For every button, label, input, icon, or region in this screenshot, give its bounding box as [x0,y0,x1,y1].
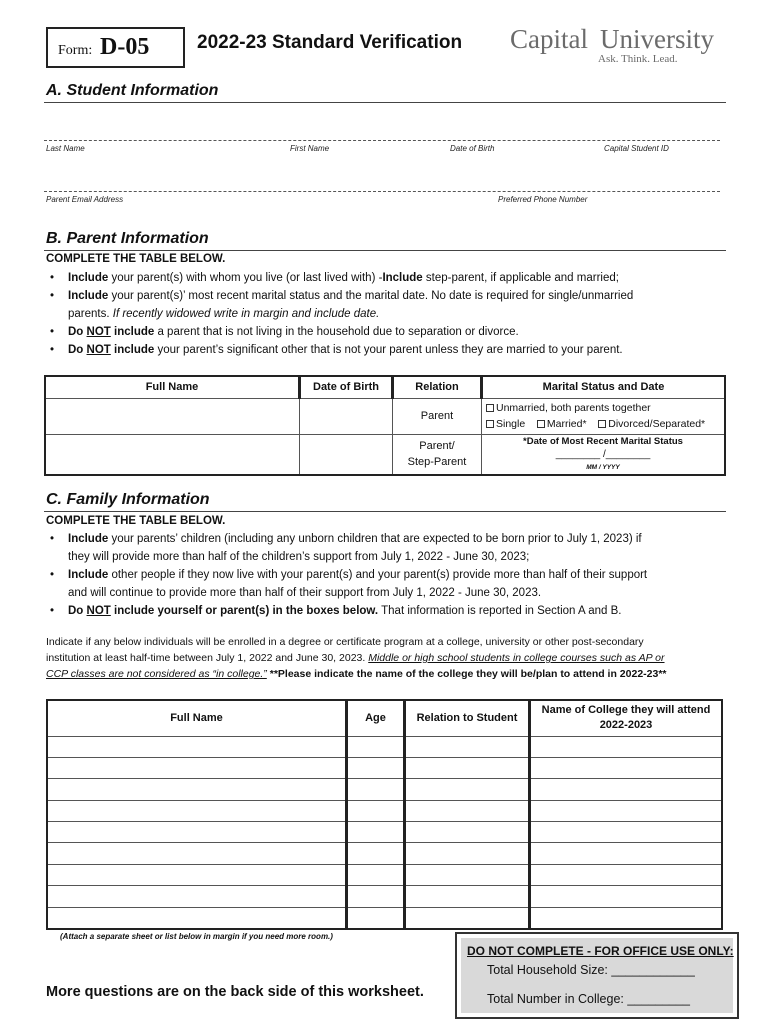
checkbox-icon[interactable] [537,420,545,428]
parent-email-label: Parent Email Address [46,195,124,204]
bullet-bold: include [110,326,155,338]
college-instructions-line-2 [46,650,736,666]
family-age-cell[interactable] [347,736,405,757]
family-name-cell[interactable] [47,800,347,821]
family-table-header [47,700,722,736]
family-row [47,757,722,778]
bullet-bold: Include [68,272,109,284]
college-header-line-1: Name of College they will attend [541,704,711,717]
family-age-cell[interactable] [347,843,405,864]
student-info-line-2 [44,191,720,192]
family-name-cell[interactable] [47,843,347,864]
household-size-field[interactable]: Total Household Size: ____________ [487,963,695,977]
student-info-line-1 [44,140,720,141]
col-age: Age [347,700,405,736]
family-relation-cell[interactable] [405,843,530,864]
student-id-label: Capital Student ID [604,144,669,153]
family-college-cell[interactable] [530,800,723,821]
family-college-cell[interactable] [530,779,723,800]
bullet-dot: • [50,533,55,545]
bullet-bold: Include [382,272,423,284]
family-name-cell[interactable] [47,886,347,907]
first-name-label: First Name [290,144,330,153]
family-relation-cell[interactable] [405,822,530,843]
parent-row-2 [45,434,725,475]
family-age-cell[interactable] [347,800,405,821]
logo-text-university: University [600,24,714,54]
family-row [47,864,722,885]
bullet-text: your parent(s) with whom you live (or last lived with) - [108,272,383,284]
family-college-cell[interactable] [530,736,723,757]
office-use-title: DO NOT COMPLETE - FOR OFFICE USE ONLY: [467,944,734,958]
marital-date-format: MM / YYYY [586,463,620,471]
form-code: D-05 [100,34,150,60]
family-age-cell[interactable] [347,907,405,928]
family-relation-cell[interactable] [405,907,530,928]
family-row [47,736,722,757]
col-dob: Date of Birth [300,376,393,398]
bullet-underline: NOT [86,344,111,356]
family-college-cell[interactable] [530,907,723,928]
parent-1-relation: Parent [393,398,482,434]
para-underline: Middle or high school students in college courses such as AP or [368,652,665,664]
parent-table [44,375,726,476]
section-c-bullet-1 [50,530,642,548]
bullet-text: parents. [68,308,113,320]
university-logo [510,24,725,68]
bullet-text: your parents’ children (including any unborn children that are expected to be born prior to July 1, 2023) if [108,533,642,545]
checkbox-icon[interactable] [486,420,494,428]
logo-text-capital: Capital [510,24,588,54]
section-c-heading: C. Family Information [46,491,210,508]
family-row [47,822,722,843]
bullet-text: a parent that is not living in the household due to separation or divorce. [154,326,519,338]
section-c-bullet-1-cont [68,548,529,566]
family-age-cell[interactable] [347,822,405,843]
family-age-cell[interactable] [347,864,405,885]
bullet-underline: NOT [86,605,111,617]
parent-1-dob-cell[interactable] [300,398,393,434]
family-college-cell[interactable] [530,822,723,843]
bullet-italic: If recently widowed write in margin and include date. [112,308,380,320]
marital-date-cell[interactable] [482,434,726,475]
bullet-bold: include [110,344,155,356]
bullet-dot: • [50,272,55,284]
family-row [47,886,722,907]
form-code-box [46,27,185,68]
family-name-cell[interactable] [47,907,347,928]
marital-status-options [482,398,726,434]
bullet-bold: Do [68,326,87,338]
bullet-bold: Include [68,569,109,581]
bullet-text: other people if they now live with your parent(s) and your parent(s) provide more than half of their support [108,569,648,581]
checkbox-icon[interactable] [598,420,606,428]
section-b-bullet-1 [50,269,619,287]
col-relation: Relation [393,376,482,398]
section-c-bullet-3 [50,602,622,620]
dob-label: Date of Birth [450,144,495,153]
relation-line-1: Parent/ [419,440,455,452]
bullet-dot: • [50,326,55,338]
family-name-cell[interactable] [47,822,347,843]
parent-2-name-cell[interactable] [45,434,300,475]
bullet-bold: Include [68,290,109,302]
family-relation-cell[interactable] [405,779,530,800]
parent-2-dob-cell[interactable] [300,434,393,475]
section-c-instruction: COMPLETE THE TABLE BELOW. [46,515,226,527]
family-relation-cell[interactable] [405,800,530,821]
family-name-cell[interactable] [47,864,347,885]
bullet-dot: • [50,344,55,356]
family-relation-cell[interactable] [405,886,530,907]
family-college-cell[interactable] [530,864,723,885]
family-relation-cell[interactable] [405,757,530,778]
family-age-cell[interactable] [347,886,405,907]
family-relation-cell[interactable] [405,864,530,885]
form-prefix: Form: [58,43,93,58]
bullet-text: and will continue to provide more than half of their support from July 1, 2022 - June 30, 2023. [68,587,542,599]
phone-label: Preferred Phone Number [498,195,588,204]
bullet-text: your parent(s)’ most recent marital status and the marital date. No date is required for single/unmarried [108,290,634,302]
back-side-notice: More questions are on the back side of this worksheet. [46,984,424,1000]
attach-note: (Attach a separate sheet or list below in margin if you need more room.) [60,932,333,941]
section-b-bullet-3 [50,323,519,341]
college-instructions-line-3 [46,666,736,682]
family-row [47,779,722,800]
section-b-bullet-2 [50,287,634,305]
family-name-cell[interactable] [47,779,347,800]
number-in-college-field[interactable]: Total Number in College: _________ [487,992,690,1006]
family-table [46,699,723,930]
bullet-text: That information is reported in Section A and B. [378,605,622,617]
col-full-name: Full Name [45,376,300,398]
status-divorced-label: Divorced/Separated* [608,418,706,430]
family-relation-cell[interactable] [405,736,530,757]
bullet-bold: Do [68,344,87,356]
bullet-bold: Include [68,533,109,545]
para-bold: **Please indicate the name of the college they will be/plan to attend in 2022-23** [266,668,667,680]
status-single-label: Single [496,418,526,430]
college-instructions-line-1: Indicate if any below individuals will be enrolled in a degree or certificate program at a college, university or other post-secondary [46,636,644,648]
section-b-bullet-2-cont [68,305,379,323]
section-b-heading: B. Parent Information [46,230,209,247]
bullet-dot: • [50,569,55,581]
last-name-label: Last Name [46,144,85,153]
marital-date-note: *Date of Most Recent Marital Status [523,435,683,447]
college-instructions [46,634,736,682]
parent-row-1 [45,398,725,434]
bullet-underline: NOT [86,326,111,338]
marital-date-blank[interactable]: ________ /________ [555,448,651,460]
relation-line-2: Step-Parent [407,456,467,468]
college-header-line-2: 2022-2023 [599,719,653,732]
bullet-text: step-parent, if applicable and married; [422,272,619,284]
section-a-heading: A. Student Information [46,82,219,99]
family-age-cell[interactable] [347,757,405,778]
family-row [47,800,722,821]
status-row-2 [486,416,724,432]
bullet-text: they will provide more than half of the children’s support from July 1, 2022 - June 30, 2023; [68,551,530,563]
office-use-box [455,932,739,1019]
family-row [47,843,722,864]
bullet-dot: • [50,290,55,302]
status-unmarried-option[interactable] [486,400,724,416]
family-age-cell[interactable] [347,779,405,800]
family-name-cell[interactable] [47,736,347,757]
col-marital-status: Marital Status and Date [482,376,726,398]
bullet-dot: • [50,605,55,617]
section-c-bullet-2-cont [68,584,541,602]
parent-1-name-cell[interactable] [45,398,300,434]
parent-2-relation [393,434,482,475]
checkbox-icon[interactable] [486,404,494,412]
status-married-label: Married* [546,418,587,430]
para-text: institution at least half-time between July 1, 2022 and June 30, 2023. [46,652,369,664]
bullet-bold: include yourself or parent(s) in the boxes below. [110,605,379,617]
parent-table-header [45,376,725,398]
family-college-cell[interactable] [530,843,723,864]
section-b-instruction: COMPLETE THE TABLE BELOW. [46,253,226,265]
col-family-full-name: Full Name [47,700,347,736]
bullet-text: your parent’s significant other that is not your parent unless they are married to your parent. [154,344,623,356]
family-name-cell[interactable] [47,757,347,778]
col-college-name [530,700,723,736]
page-title: 2022-23 Standard Verification [197,32,463,53]
family-row [47,907,722,928]
section-b-bullet-4 [50,341,623,359]
logo-tagline: Ask. Think. Lead. [598,53,678,65]
section-a-rule [44,102,726,103]
family-college-cell[interactable] [530,886,723,907]
bullet-bold: Do [68,605,87,617]
family-college-cell[interactable] [530,757,723,778]
col-relation-to-student: Relation to Student [405,700,530,736]
status-unmarried-label: Unmarried, both parents together [496,402,651,414]
para-underline: CCP classes are not considered as “in college.” [46,668,267,680]
section-c-bullet-2 [50,566,648,584]
